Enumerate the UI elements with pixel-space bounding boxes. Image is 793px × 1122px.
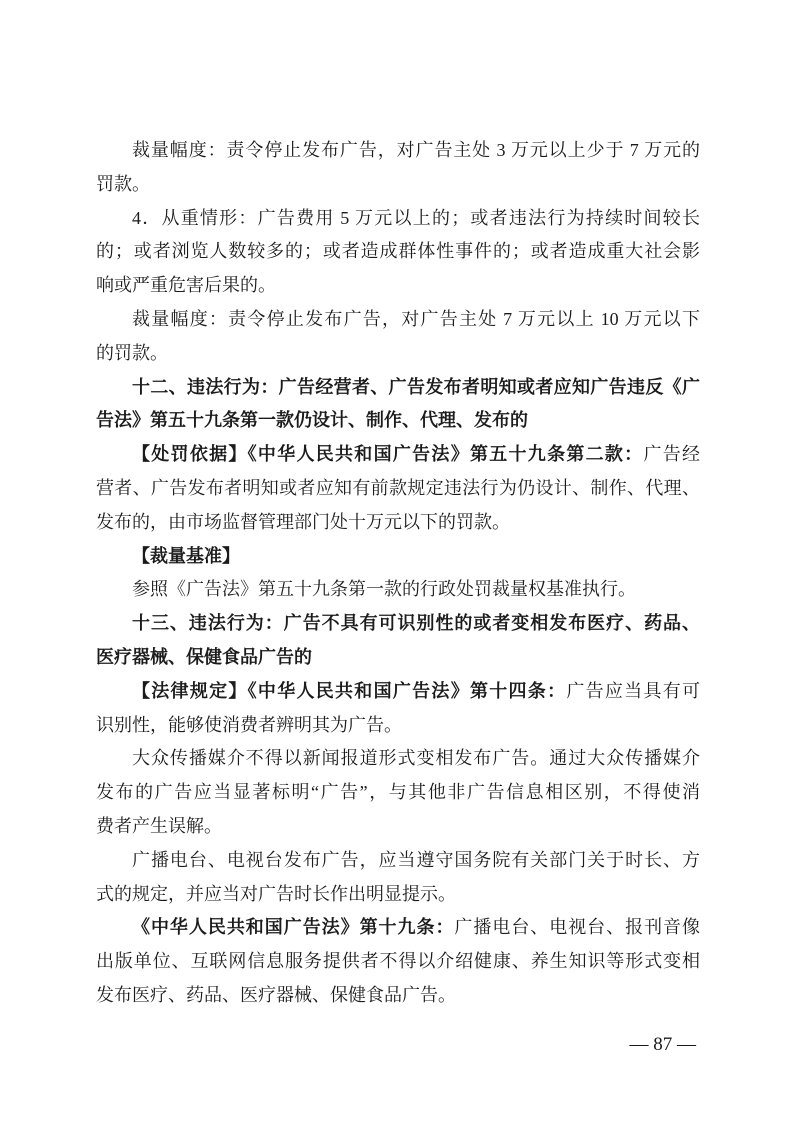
text-run: 的罚款。 bbox=[96, 342, 168, 363]
text-run: 出版单位、互联网信息服务提供者不得以介绍健康、养生知识等形式变相 bbox=[96, 951, 700, 972]
text-line bbox=[96, 202, 700, 236]
text-run: 大众传播媒介不得以新闻报道形式变相发布广告。通过大众传播媒介 bbox=[132, 748, 700, 769]
text-line bbox=[96, 607, 700, 641]
text-run: 式的规定，并应当对广告时长作出明显提示。 bbox=[96, 883, 456, 904]
text-line bbox=[96, 269, 700, 303]
text-line bbox=[96, 540, 700, 574]
text-run: 营者、广告发布者明知或者应知有前款规定违法行为仍设计、制作、代理、 bbox=[96, 477, 700, 498]
text-run: 《中华人民共和国广告法》第十九条： bbox=[132, 917, 455, 938]
text-line bbox=[96, 404, 700, 438]
text-line bbox=[96, 573, 700, 607]
text-run: 广告应当具有可 bbox=[566, 680, 700, 701]
text-line bbox=[96, 844, 700, 878]
text-line bbox=[96, 134, 700, 168]
text-line bbox=[96, 878, 700, 912]
text-line bbox=[96, 235, 700, 269]
text-line bbox=[96, 742, 700, 776]
text-line bbox=[96, 303, 700, 337]
text-run: 裁量幅度：责令停止发布广告，对广告主处 3 万元以上少于 7 万元的 bbox=[132, 140, 700, 160]
text-run: 【法律规定】《中华人民共和国广告法》第十四条： bbox=[132, 680, 567, 701]
text-run: 广告经 bbox=[643, 444, 700, 465]
text-line bbox=[96, 337, 700, 371]
text-line bbox=[96, 776, 700, 810]
text-run: 发布医疗、药品、医疗器械、保健食品广告。 bbox=[96, 984, 456, 1005]
text-run: 识别性，能够使消费者辨明其为广告。 bbox=[96, 714, 402, 735]
text-run: 响或严重危害后果的。 bbox=[96, 275, 276, 296]
text-line bbox=[96, 506, 700, 540]
text-line bbox=[96, 168, 700, 202]
text-run: 发布的，由市场监督管理部门处十万元以下的罚款。 bbox=[96, 511, 510, 532]
text-run: 参照《广告法》第五十九条第一款的行政处罚裁量权基准执行。 bbox=[132, 579, 636, 600]
text-line bbox=[96, 979, 700, 1013]
text-run: 【裁量基准】 bbox=[132, 545, 240, 566]
text-run: 发布的广告应当显著标明“广告”，与其他非广告信息相区别，不得使消 bbox=[96, 782, 700, 803]
text-line bbox=[96, 371, 700, 405]
text-line bbox=[96, 911, 700, 945]
text-line bbox=[96, 810, 700, 844]
text-run: 医疗器械、保健食品广告的 bbox=[96, 646, 312, 667]
text-line bbox=[96, 675, 700, 709]
text-run: 告法》第五十九条第一款仍设计、制作、代理、发布的 bbox=[96, 410, 528, 431]
text-run: 【处罚依据】《中华人民共和国广告法》第五十九条第二款： bbox=[132, 444, 644, 465]
text-line bbox=[96, 438, 700, 472]
text-line bbox=[96, 641, 700, 675]
text-run: 的；或者浏览人数较多的；或者造成群体性事件的；或者造成重大社会影 bbox=[96, 241, 700, 262]
text-run: 广播电台、电视台、报刊音像 bbox=[454, 917, 700, 938]
text-line bbox=[96, 472, 700, 506]
text-run: 4．从重情形：广告费用 5 万元以上的；或者违法行为持续时间较长 bbox=[132, 207, 700, 228]
text-run: 十三、违法行为：广告不具有可识别性的或者变相发布医疗、药品、 bbox=[132, 613, 700, 634]
page-number: — 87 — bbox=[629, 1034, 696, 1055]
text-line bbox=[96, 709, 700, 743]
text-run: 十二、违法行为：广告经营者、广告发布者明知或者应知广告违反《广 bbox=[132, 376, 700, 397]
document-body bbox=[96, 134, 700, 1013]
text-run: 广播电台、电视台发布广告，应当遵守国务院有关部门关于时长、方 bbox=[132, 849, 700, 870]
text-line bbox=[96, 945, 700, 979]
text-run: 费者产生误解。 bbox=[96, 815, 222, 836]
text-run: 裁量幅度：责令停止发布广告，对广告主处 7 万元以上 10 万元以下 bbox=[132, 308, 700, 329]
text-run: 罚款。 bbox=[96, 173, 150, 194]
